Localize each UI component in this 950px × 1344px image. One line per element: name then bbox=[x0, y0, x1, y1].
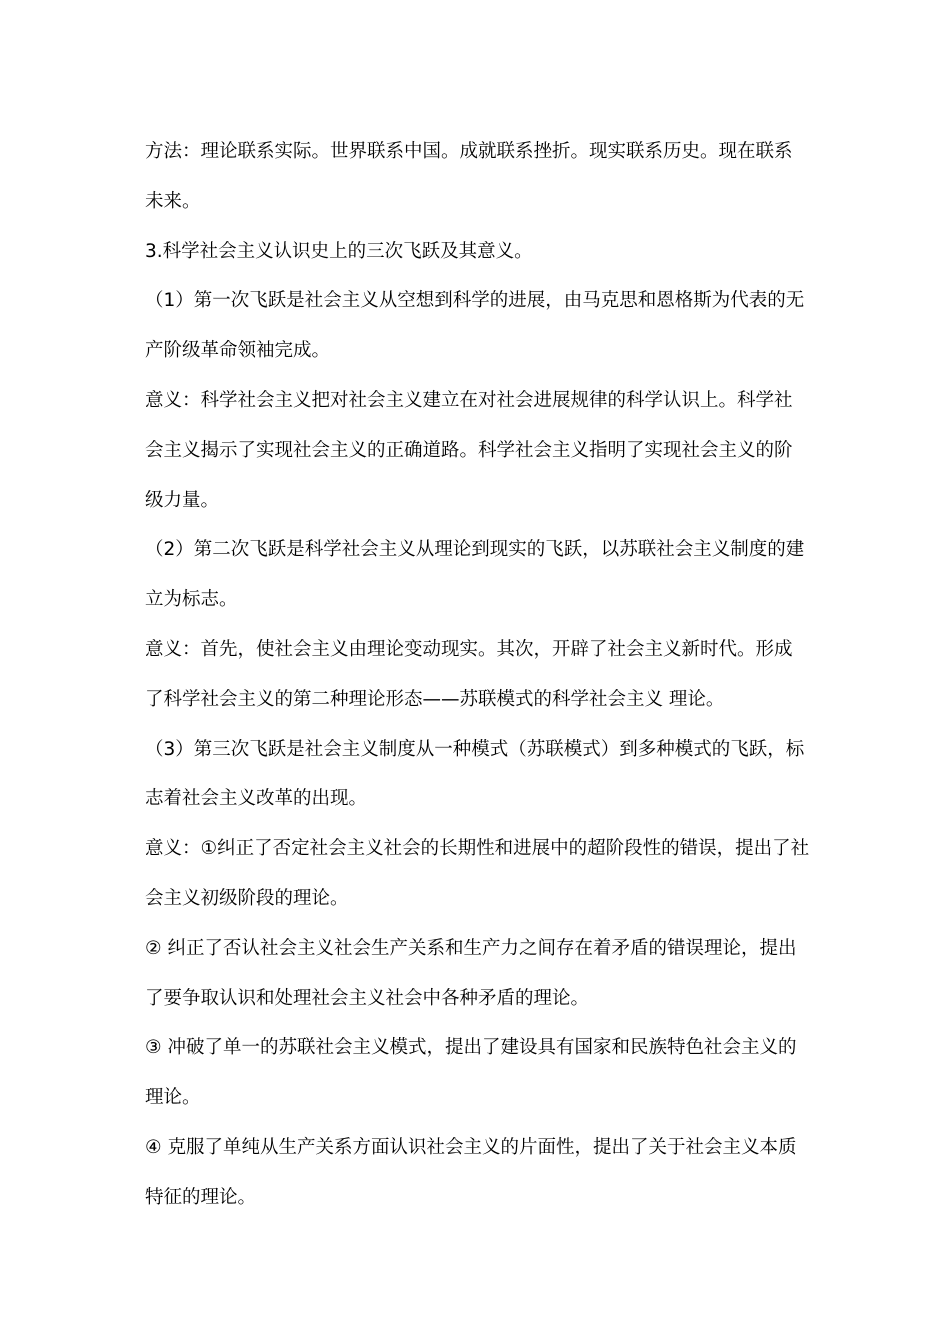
paragraph-heading-three-leaps: 3.科学社会主义认识史上的三次飞跃及其意义。 bbox=[145, 240, 533, 262]
paragraph-second-leap-meaning: 意义：首先，使社会主义由理论变动现实。其次，开辟了社会主义新时代。形成了科学社会主义的第二种理论形态——苏联模式的科学社会主义 理论。 bbox=[145, 638, 793, 710]
paragraph-first-leap-meaning: 意义：科学社会主义把对社会主义建立在对社会进展规律的科学认识上。科学社会主义揭示了实现社会主义的正确道路。科学社会主义指明了实现社会主义的阶级力量。 bbox=[145, 389, 793, 511]
paragraph-third-leap-meaning-4: ④ 克服了单纯从生产关系方面认识社会主义的片面性，提出了关于社会主义本质特征的理论。 bbox=[145, 1136, 797, 1208]
paragraph-third-leap-meaning-3: ③ 冲破了单一的苏联社会主义模式，提出了建设具有国家和民族特色社会主义的理论。 bbox=[145, 1037, 797, 1109]
paragraph-third-leap-meaning-1: 意义：①纠正了否定社会主义社会的长期性和进展中的超阶段性的错误，提出了社会主义初级阶段的理论。 bbox=[145, 838, 810, 909]
document-body bbox=[145, 127, 810, 1223]
paragraph-first-leap: （1）第一次飞跃是社会主义从空想到科学的进展，由马克思和恩格斯为代表的无产阶级革命领袖完成。 bbox=[145, 290, 805, 362]
paragraph-third-leap: （3）第三次飞跃是社会主义制度从一种模式（苏联模式）到多种模式的飞跃，标志着社会主义改革的出现。 bbox=[145, 738, 805, 810]
paragraph-method: 方法：理论联系实际。世界联系中国。成就联系挫折。现实联系历史。现在联系未来。 bbox=[145, 141, 793, 212]
paragraph-third-leap-meaning-2: ② 纠正了否认社会主义社会生产关系和生产力之间存在着矛盾的错误理论，提出了要争取认识和处理社会主义社会中各种矛盾的理论。 bbox=[145, 937, 797, 1009]
paragraph-second-leap: （2）第二次飞跃是科学社会主义从理论到现实的飞跃，以苏联社会主义制度的建立为标志。 bbox=[145, 539, 805, 611]
